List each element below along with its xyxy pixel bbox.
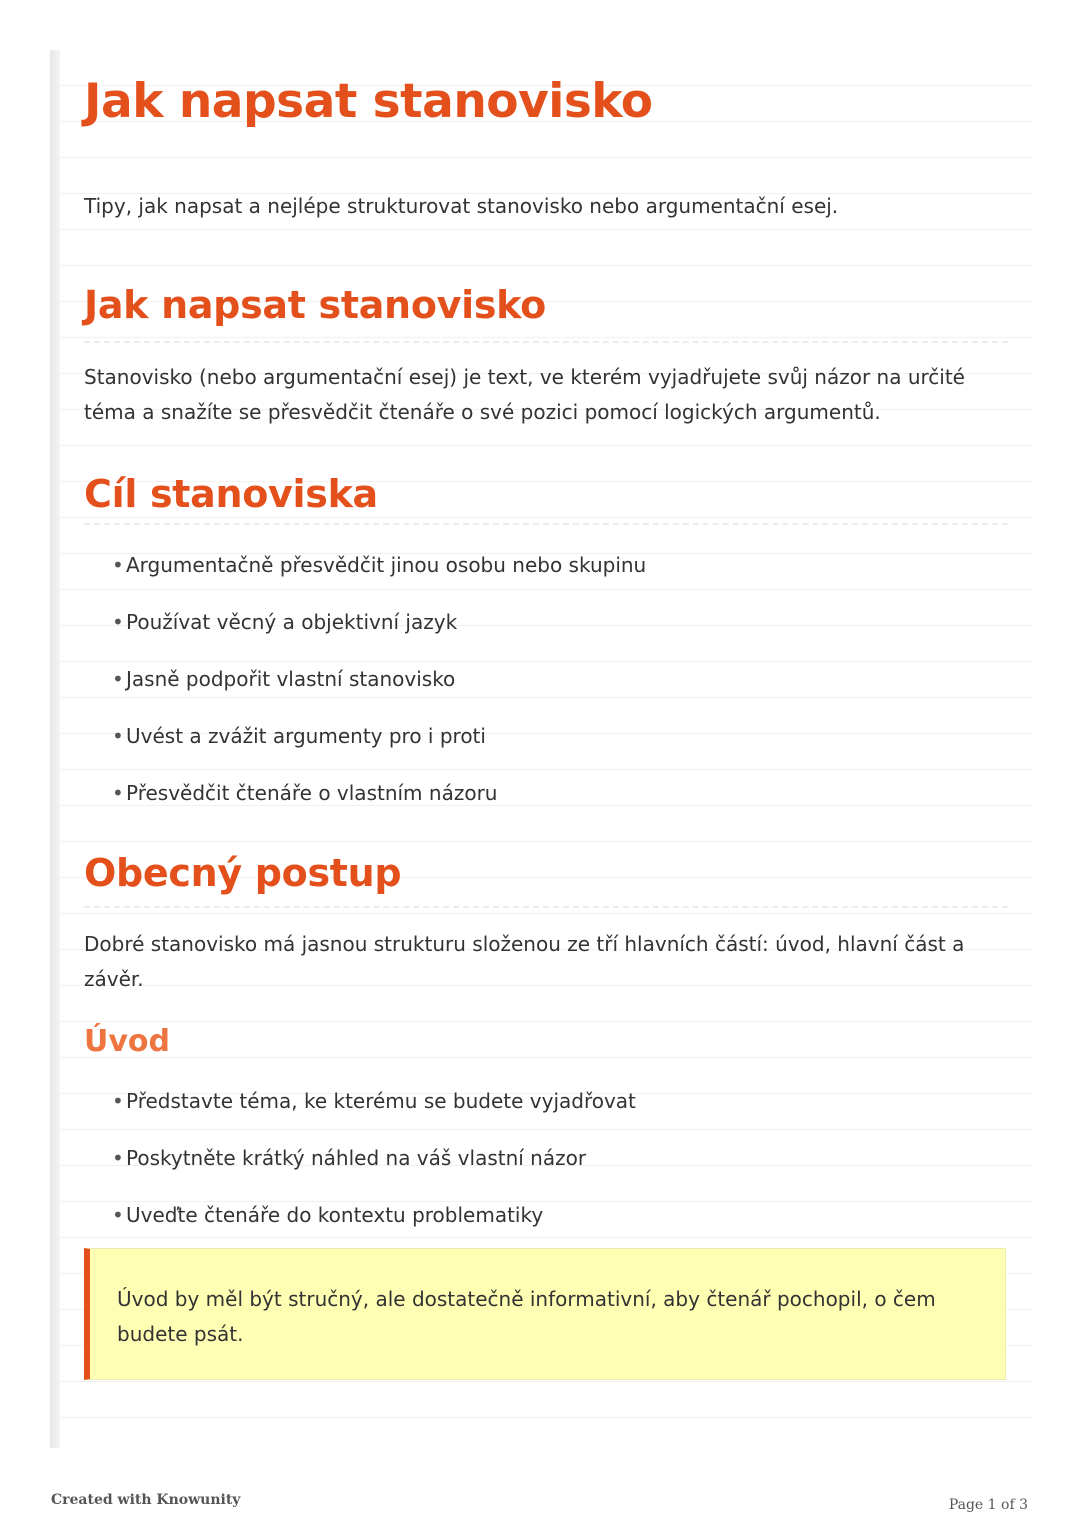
page-title: Jak napsat stanovisko: [84, 74, 653, 129]
intro-text: Tipy, jak napsat a nejlépe strukturovat stanovisko nebo argumentační esej.: [84, 194, 839, 218]
intro-bullet-list: [112, 1084, 636, 1255]
section-divider: [84, 523, 1008, 525]
goal-bullet-list: [112, 548, 646, 833]
list-item: • Přesvědčit čtenáře o vlastním názoru: [112, 776, 646, 833]
section-heading-how-to: Jak napsat stanovisko: [84, 283, 546, 327]
section-paragraph-structure: Dobré stanovisko má jasnou strukturu složenou ze tří hlavních částí: úvod, hlavní část a závěr.: [84, 932, 965, 991]
document-page: [50, 50, 1032, 1448]
callout-note: [84, 1248, 1006, 1380]
callout-note-text: Úvod by měl být stručný, ale dostatečně informativní, aby čtenář pochopil, o čem budete psát.: [117, 1287, 936, 1346]
footer-credit: Created with Knowunity: [51, 1492, 241, 1508]
section-heading-procedure: Obecný postup: [84, 851, 402, 895]
list-item: • Jasně podpořit vlastní stanovisko: [112, 662, 646, 719]
page-number: Page 1 of 3: [948, 1497, 1028, 1513]
section-divider: [84, 341, 1008, 343]
list-item: • Používat věcný a objektivní jazyk: [112, 605, 646, 662]
list-item: • Představte téma, ke kterému se budete vyjadřovat: [112, 1084, 636, 1141]
section-paragraph-definition: Stanovisko (nebo argumentační esej) je text, ve kterém vyjadřujete svůj názor na určité téma a snažíte se přesvědčit čtenáře o své pozici pomocí logických argumentů.: [84, 365, 965, 424]
section-divider: [84, 906, 1008, 908]
page-edge: [50, 50, 60, 1448]
list-item: • Poskytněte krátký náhled na váš vlastní názor: [112, 1141, 636, 1198]
list-item: • Uvést a zvážit argumenty pro i proti: [112, 719, 646, 776]
list-item: • Argumentačně přesvědčit jinou osobu nebo skupinu: [112, 548, 646, 605]
section-heading-goal: Cíl stanoviska: [84, 472, 378, 516]
list-item: • Uveďte čtenáře do kontextu problematiky: [112, 1198, 636, 1255]
subsection-heading-intro: Úvod: [84, 1024, 171, 1059]
